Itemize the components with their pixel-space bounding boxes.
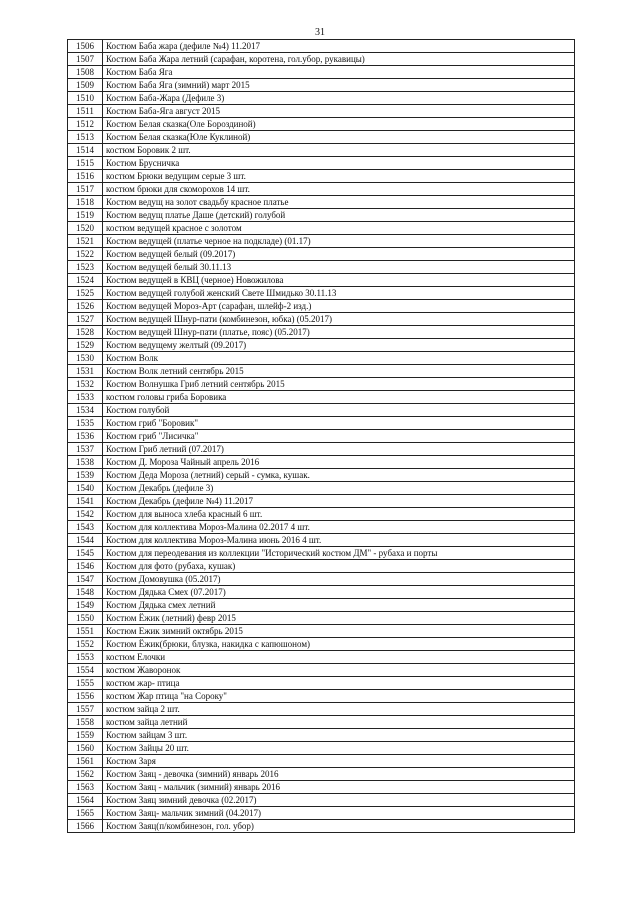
row-number: 1561: [68, 755, 103, 768]
table-row: [68, 365, 575, 378]
table-row: [68, 599, 575, 612]
row-number: 1529: [68, 339, 103, 352]
row-number: 1548: [68, 586, 103, 599]
row-item-name: Костюм Декабрь (дефиле №4) 11.2017: [103, 495, 575, 508]
row-number: 1509: [68, 79, 103, 92]
row-item-name: костюм ведущей красное с золотом: [103, 222, 575, 235]
table-row: [68, 131, 575, 144]
row-item-name: Костюм Заяц- мальчик зимний (04.2017): [103, 807, 575, 820]
table-row: [68, 105, 575, 118]
row-number: 1506: [68, 40, 103, 53]
table-row: [68, 300, 575, 313]
row-number: 1516: [68, 170, 103, 183]
row-item-name: Костюм Дядька Смех (07.2017): [103, 586, 575, 599]
row-number: 1552: [68, 638, 103, 651]
row-item-name: Костюм Баба Яга (зимний) март 2015: [103, 79, 575, 92]
row-number: 1522: [68, 248, 103, 261]
row-number: 1527: [68, 313, 103, 326]
table-row: [68, 209, 575, 222]
table-row: [68, 157, 575, 170]
row-item-name: костюм Елочки: [103, 651, 575, 664]
row-number: 1535: [68, 417, 103, 430]
row-number: 1551: [68, 625, 103, 638]
row-number: 1565: [68, 807, 103, 820]
table-row: [68, 352, 575, 365]
table-row: [68, 729, 575, 742]
row-item-name: Костюм ведущей Шнур-пати (платье, пояс) (05.2017): [103, 326, 575, 339]
row-number: 1523: [68, 261, 103, 274]
table-row: [68, 235, 575, 248]
row-number: 1544: [68, 534, 103, 547]
row-number: 1556: [68, 690, 103, 703]
row-number: 1517: [68, 183, 103, 196]
row-number: 1512: [68, 118, 103, 131]
table-row: [68, 625, 575, 638]
table-row: [68, 391, 575, 404]
row-item-name: Костюм гриб "Лисичка": [103, 430, 575, 443]
row-item-name: Костюм Ежик зимний октябрь 2015: [103, 625, 575, 638]
row-item-name: Костюм Ёжик(брюки, блузка, накидка с капюшоном): [103, 638, 575, 651]
row-number: 1528: [68, 326, 103, 339]
row-number: 1550: [68, 612, 103, 625]
row-item-name: Костюм ведущей белый 30.11.13: [103, 261, 575, 274]
row-item-name: Костюм Заря: [103, 755, 575, 768]
row-item-name: Костюм Волк: [103, 352, 575, 365]
table-row: [68, 170, 575, 183]
table-row: [68, 53, 575, 66]
table-row: [68, 781, 575, 794]
row-item-name: Костюм Баба-Жара (Дефиле 3): [103, 92, 575, 105]
table-row: [68, 443, 575, 456]
table-row: [68, 768, 575, 781]
row-number: 1566: [68, 820, 103, 833]
row-item-name: Костюм Волнушка Гриб летний сентябрь 2015: [103, 378, 575, 391]
row-number: 1541: [68, 495, 103, 508]
row-number: 1543: [68, 521, 103, 534]
row-number: 1557: [68, 703, 103, 716]
row-item-name: Костюм Волк летний сентябрь 2015: [103, 365, 575, 378]
row-item-name: костюм Брюки ведущим серые 3 шт.: [103, 170, 575, 183]
row-item-name: Костюм Деда Мороза (летний) серый - сумка, кушак.: [103, 469, 575, 482]
row-number: 1549: [68, 599, 103, 612]
row-item-name: костюм Жар птица "на Сороку": [103, 690, 575, 703]
table-row: [68, 144, 575, 157]
row-item-name: Костюм Заяц зимний девочка (02.2017): [103, 794, 575, 807]
table-row: [68, 92, 575, 105]
row-item-name: Костюм Декабрь (дефиле 3): [103, 482, 575, 495]
row-item-name: Костюм зайцам 3 шт.: [103, 729, 575, 742]
table-row: [68, 40, 575, 53]
row-number: 1534: [68, 404, 103, 417]
table-row: [68, 508, 575, 521]
row-item-name: Костюм для коллектива Мороз-Малина июнь 2016 4 шт.: [103, 534, 575, 547]
row-item-name: Костюм Домовушка (05.2017): [103, 573, 575, 586]
row-number: 1560: [68, 742, 103, 755]
row-number: 1524: [68, 274, 103, 287]
row-item-name: Костюм Заяц(п/комбинезон, гол. убор): [103, 820, 575, 833]
row-number: 1554: [68, 664, 103, 677]
table-row: [68, 651, 575, 664]
table-row: [68, 222, 575, 235]
inventory-table: [67, 39, 575, 833]
row-item-name: Костюм Баба Жара летний (сарафан, коротена, гол.убор, рукавицы): [103, 53, 575, 66]
table-row: [68, 755, 575, 768]
row-item-name: костюм жар- птица: [103, 677, 575, 690]
row-number: 1563: [68, 781, 103, 794]
row-number: 1507: [68, 53, 103, 66]
table-row: [68, 274, 575, 287]
row-item-name: Костюм ведущ платье Даше (детский) голубой: [103, 209, 575, 222]
row-number: 1538: [68, 456, 103, 469]
row-number: 1558: [68, 716, 103, 729]
row-number: 1513: [68, 131, 103, 144]
row-item-name: Костюм ведущему желтый (09.2017): [103, 339, 575, 352]
row-item-name: Костюм Ёжик (летний) февр 2015: [103, 612, 575, 625]
row-item-name: костюм зайца летний: [103, 716, 575, 729]
table-row: [68, 560, 575, 573]
table-row: [68, 326, 575, 339]
table-row: [68, 313, 575, 326]
row-item-name: Костюм ведущей Шнур-пати (комбинезон, юбка) (05.2017): [103, 313, 575, 326]
row-number: 1521: [68, 235, 103, 248]
table-row: [68, 534, 575, 547]
table-row: [68, 690, 575, 703]
row-item-name: Костюм Баба жара (дефиле №4) 11.2017: [103, 40, 575, 53]
table-row: [68, 417, 575, 430]
row-number: 1531: [68, 365, 103, 378]
row-number: 1533: [68, 391, 103, 404]
row-item-name: костюм зайца 2 шт.: [103, 703, 575, 716]
row-number: 1526: [68, 300, 103, 313]
table-row: [68, 664, 575, 677]
row-item-name: Костюм Заяц - девочка (зимний) январь 2016: [103, 768, 575, 781]
row-number: 1530: [68, 352, 103, 365]
row-item-name: Костюм ведущей (платье черное на подкладе) (01.17): [103, 235, 575, 248]
row-number: 1540: [68, 482, 103, 495]
table-row: [68, 586, 575, 599]
table-row: [68, 404, 575, 417]
row-number: 1519: [68, 209, 103, 222]
page-number: 31: [315, 27, 325, 38]
row-item-name: Костюм для выноса хлеба красный 6 шт.: [103, 508, 575, 521]
row-item-name: Костюм Заяц - мальчик (зимний) январь 2016: [103, 781, 575, 794]
table-row: [68, 573, 575, 586]
row-number: 1537: [68, 443, 103, 456]
row-item-name: Костюм для коллектива Мороз-Малина 02.2017 4 шт.: [103, 521, 575, 534]
table-row: [68, 287, 575, 300]
row-number: 1536: [68, 430, 103, 443]
row-item-name: Костюм Д. Мороза Чайный апрель 2016: [103, 456, 575, 469]
table-row: [68, 79, 575, 92]
table-row: [68, 794, 575, 807]
row-number: 1539: [68, 469, 103, 482]
table-row: [68, 482, 575, 495]
row-number: 1564: [68, 794, 103, 807]
table-row: [68, 612, 575, 625]
row-item-name: Костюм Белая сказка(Оле Бороздиной): [103, 118, 575, 131]
table-row: [68, 183, 575, 196]
table-row: [68, 495, 575, 508]
table-row: [68, 261, 575, 274]
row-number: 1559: [68, 729, 103, 742]
table-row: [68, 742, 575, 755]
row-item-name: костюм Жаворонок: [103, 664, 575, 677]
row-number: 1553: [68, 651, 103, 664]
inventory-table-body: [68, 40, 575, 833]
table-row: [68, 248, 575, 261]
row-item-name: Костюм ведущей голубой женский Свете Шмидько 30.11.13: [103, 287, 575, 300]
row-item-name: Костюм гриб "Боровик": [103, 417, 575, 430]
row-item-name: Костюм Брусничка: [103, 157, 575, 170]
table-row: [68, 118, 575, 131]
row-number: 1515: [68, 157, 103, 170]
row-number: 1518: [68, 196, 103, 209]
row-item-name: Костюм Дядька смех летний: [103, 599, 575, 612]
table-row: [68, 807, 575, 820]
row-item-name: Костюм голубой: [103, 404, 575, 417]
table-row: [68, 196, 575, 209]
row-item-name: костюм головы гриба Боровика: [103, 391, 575, 404]
row-item-name: Костюм ведущей в КВЦ (черное) Новожилова: [103, 274, 575, 287]
row-item-name: Костюм для переодевания из коллекции "Исторический костюм ДМ" - рубаха и порты: [103, 547, 575, 560]
row-number: 1562: [68, 768, 103, 781]
row-number: 1508: [68, 66, 103, 79]
row-item-name: Костюм ведущей Мороз-Арт (сарафан, шлейф-2 изд.): [103, 300, 575, 313]
row-item-name: Костюм ведущей белый (09.2017): [103, 248, 575, 261]
row-number: 1545: [68, 547, 103, 560]
row-number: 1520: [68, 222, 103, 235]
row-number: 1547: [68, 573, 103, 586]
row-number: 1525: [68, 287, 103, 300]
row-number: 1514: [68, 144, 103, 157]
table-row: [68, 430, 575, 443]
row-item-name: Костюм Зайцы 20 шт.: [103, 742, 575, 755]
row-number: 1546: [68, 560, 103, 573]
table-row: [68, 378, 575, 391]
table-row: [68, 638, 575, 651]
row-item-name: костюм брюки для скоморохов 14 шт.: [103, 183, 575, 196]
row-number: 1542: [68, 508, 103, 521]
table-row: [68, 703, 575, 716]
table-row: [68, 820, 575, 833]
table-row: [68, 677, 575, 690]
table-row: [68, 66, 575, 79]
table-row: [68, 469, 575, 482]
row-item-name: Костюм Белая сказка(Юле Куклиной): [103, 131, 575, 144]
row-item-name: Костюм для фото (рубаха, кушак): [103, 560, 575, 573]
row-number: 1555: [68, 677, 103, 690]
row-item-name: Костюм ведущ на золот свадьбу красное платье: [103, 196, 575, 209]
row-item-name: Костюм Гриб летний (07.2017): [103, 443, 575, 456]
table-row: [68, 521, 575, 534]
row-item-name: костюм Боровик 2 шт.: [103, 144, 575, 157]
row-item-name: Костюм Баба Яга: [103, 66, 575, 79]
table-row: [68, 456, 575, 469]
row-item-name: Костюм Баба-Яга август 2015: [103, 105, 575, 118]
row-number: 1511: [68, 105, 103, 118]
row-number: 1532: [68, 378, 103, 391]
table-row: [68, 716, 575, 729]
row-number: 1510: [68, 92, 103, 105]
table-row: [68, 339, 575, 352]
table-row: [68, 547, 575, 560]
